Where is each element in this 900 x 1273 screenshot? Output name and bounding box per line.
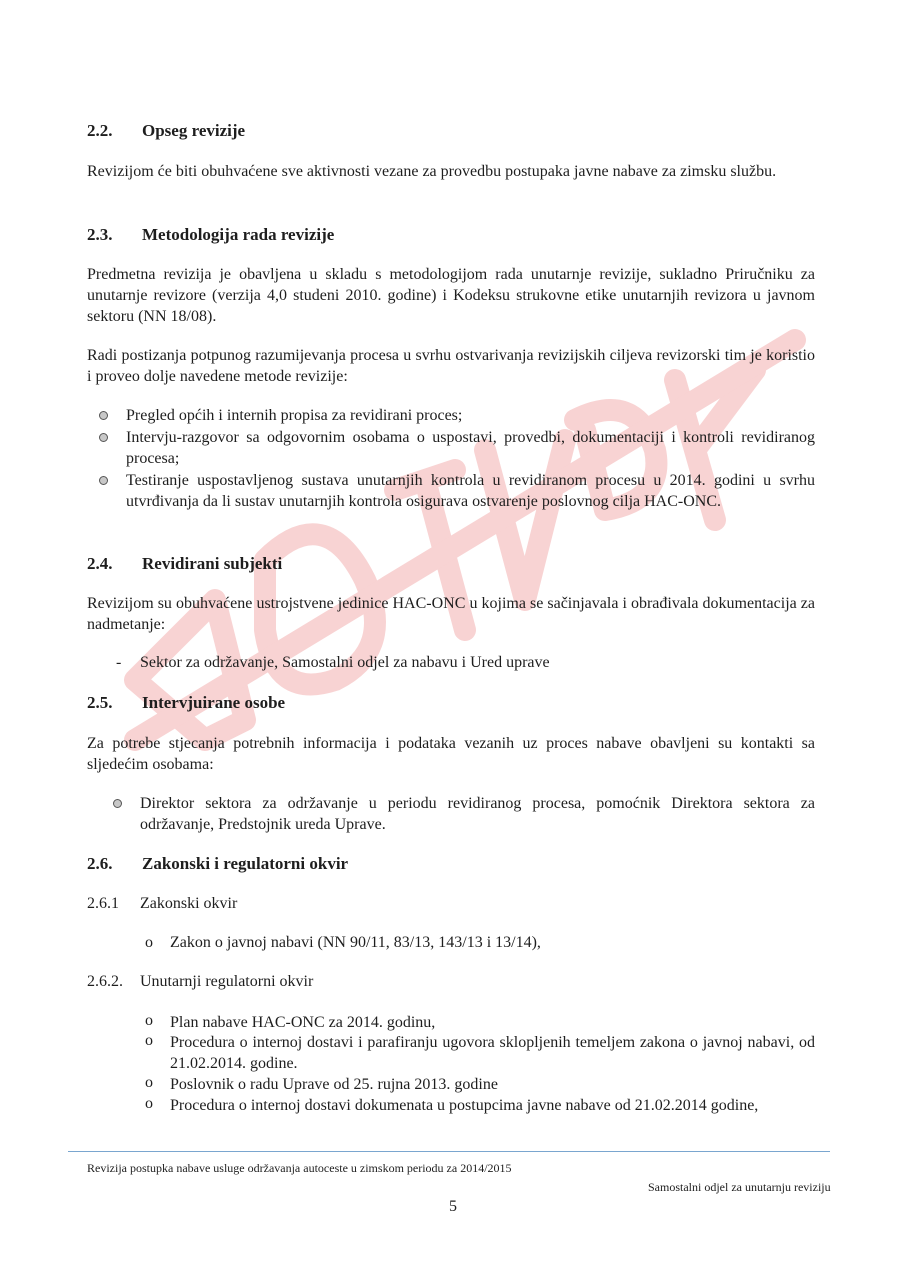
list-item: Zakon o javnoj nabavi (NN 90/11, 83/13, 143/13 i 13/14), (170, 934, 541, 951)
circle-bullet-icon: o (145, 1012, 153, 1029)
section-number: 2.2. (87, 121, 113, 140)
heading-2-3 (87, 225, 815, 245)
circle-bullet-icon: o (145, 934, 153, 951)
footer-document-title: Revizija postupka nabave usluge održavanja autoceste u zimskom periodu za 2014/2015 (87, 1161, 512, 1175)
subsection-title: Zakonski okvir (140, 895, 238, 912)
paragraph-2-3-b: Radi postizanja potpunog razumijevanja procesa u svrhu ostvarivanja revizijskih ciljeva revizorski tim je koristio i proveo dolje navedene metode revizije: (87, 347, 815, 385)
bullet-dot-icon (99, 476, 108, 485)
section-title: Intervjuirane osobe (142, 693, 286, 712)
bullet-dot-icon (99, 433, 108, 442)
list-item: Plan nabave HAC-ONC za 2014. godinu, (170, 1014, 436, 1031)
paragraph-2-5: Za potrebe stjecanja potrebnih informacija i podataka vezanih uz proces nabave obavljeni su kontakti sa sljedećim osobama: (87, 735, 815, 773)
paragraph-2-3-a: Predmetna revizija je obavljena u skladu s metodologijom rada unutarnje revizije, sukladno Priručniku za unutarnje revizore (verzija 4,0 studeni 2010. godine) i Kodeksu strukovne etike unutarnjih revizora u javnom sektoru (NN 18/08). (87, 266, 815, 325)
page-number: 5 (449, 1198, 457, 1215)
circle-bullet-icon: o (145, 1032, 153, 1049)
heading-2-5 (87, 693, 815, 713)
heading-2-2 (87, 121, 815, 141)
section-title: Opseg revizije (142, 121, 246, 140)
list-item: Poslovnik o radu Uprave od 25. rujna 2013. godine (170, 1076, 498, 1093)
list-item: Intervju-razgovor sa odgovornim osobama o uspostavi, provedbi, dokumentaciji i kontroli revidiranog procesa; (126, 429, 815, 467)
list-item: Procedura o internoj dostavi i parafiranju ugovora sklopljenih temeljem zakona o javnoj nabavi, od 21.02.2014. godine. (170, 1034, 815, 1072)
subsection-title: Unutarnji regulatorni okvir (140, 973, 314, 990)
paragraph-2-2: Revizijom će biti obuhvaćene sve aktivnosti vezane za provedbu postupaka javne nabave za zimsku službu. (87, 163, 777, 180)
subsection-number: 2.6.1 (87, 895, 119, 912)
section-title: Revidirani subjekti (142, 554, 283, 573)
section-number: 2.4. (87, 554, 113, 573)
footer-department: Samostalni odjel za unutarnju reviziju (648, 1180, 831, 1194)
footer-rule (68, 1151, 830, 1152)
list-item: Direktor sektora za održavanje u periodu revidiranog procesa, pomoćnik Direktora sektora za održavanje, Predstojnik ureda Uprave. (140, 795, 815, 833)
paragraph-2-4: Revizijom su obuhvaćene ustrojstvene jedinice HAC-ONC u kojima se sačinjavala i obrađivala dokumentacija za nadmetanje: (87, 595, 815, 633)
circle-bullet-icon: o (145, 1074, 153, 1091)
section-number: 2.6. (87, 854, 113, 873)
heading-2-6 (87, 854, 815, 874)
heading-2-4 (87, 554, 815, 574)
list-item: Pregled općih i internih propisa za revidirani proces; (126, 407, 463, 424)
section-title: Zakonski i regulatorni okvir (142, 854, 349, 873)
bullet-dot-icon (99, 411, 108, 420)
section-title: Metodologija rada revizije (142, 225, 335, 244)
list-item: Procedura o internoj dostavi dokumenata u postupcima javne nabave od 21.02.2014 godine, (170, 1097, 759, 1114)
section-number: 2.5. (87, 693, 113, 712)
circle-bullet-icon: o (145, 1095, 153, 1112)
bullet-dot-icon (113, 799, 122, 808)
dash-marker: - (116, 654, 122, 671)
list-item: Testiranje uspostavljenog sustava unutarnjih kontrola u revidiranom procesu u 2014. godini u svrhu utvrđivanja da li sustav unutarnjih kontrola osigurava ostvarenje poslovnog cilja HAC-ONC. (126, 472, 815, 510)
list-item: Sektor za održavanje, Samostalni odjel za nabavu i Ured uprave (140, 654, 550, 671)
subsection-number: 2.6.2. (87, 973, 123, 990)
section-number: 2.3. (87, 225, 113, 244)
